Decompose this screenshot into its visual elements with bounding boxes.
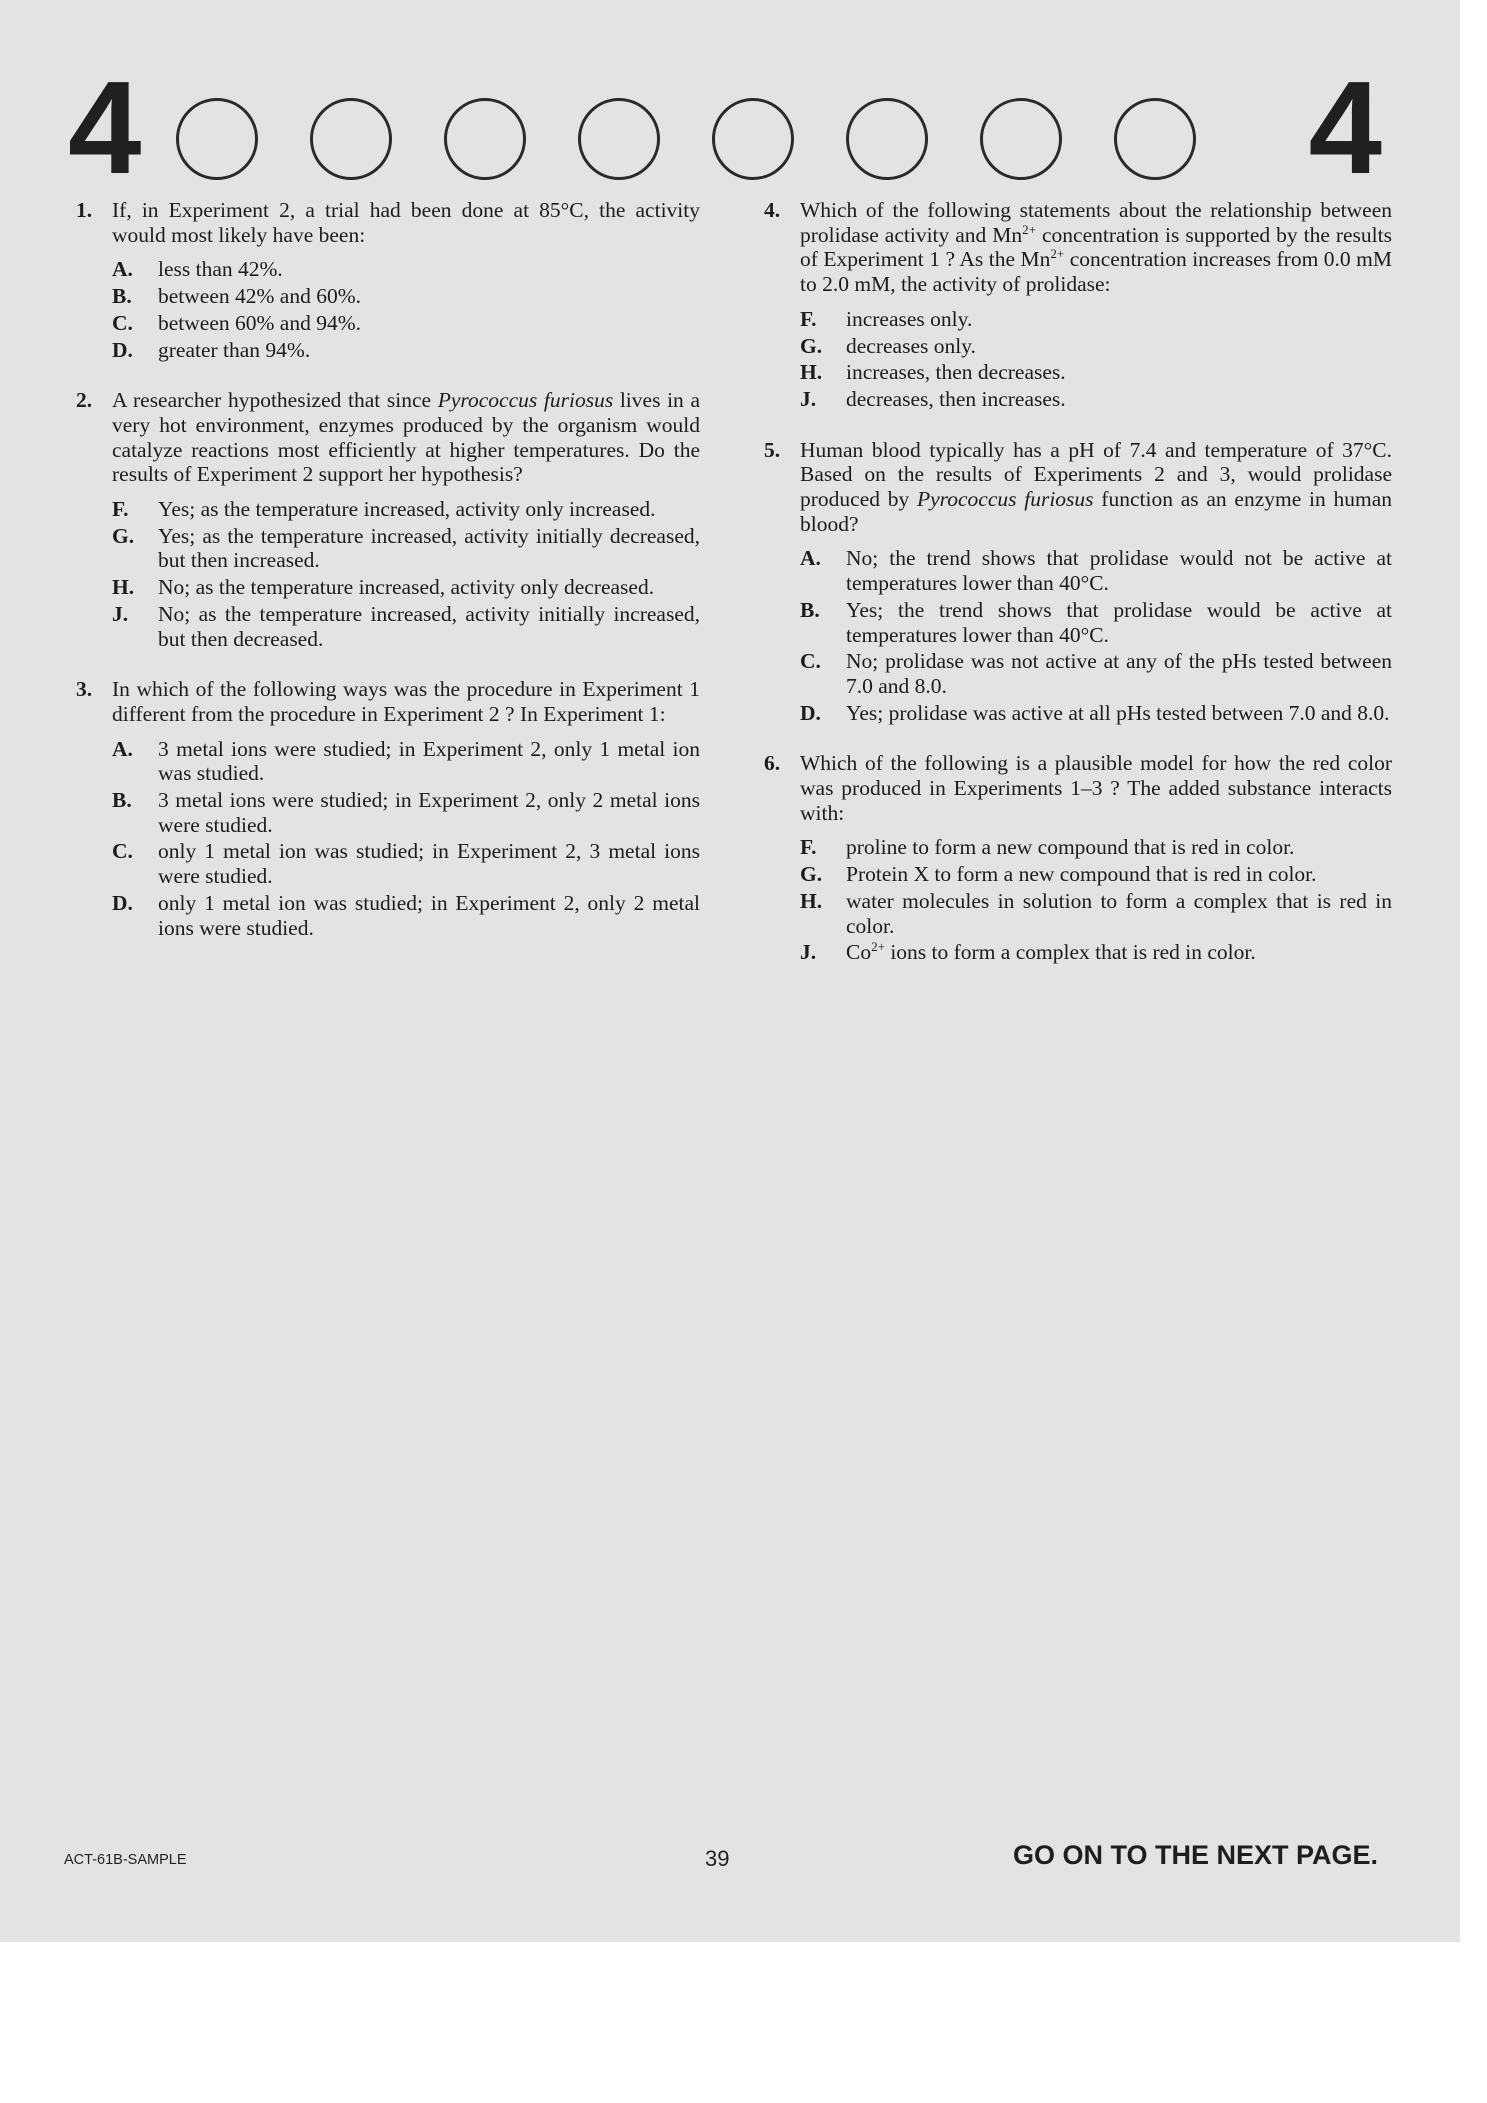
answer-options [112,257,700,362]
option-label: G. [800,333,823,358]
question [764,751,1392,965]
header-circle-icon [980,98,1062,180]
page-number: 39 [705,1846,730,1871]
answer-options [800,835,1392,965]
section-number-right: 4 [1308,54,1382,201]
answer-option [800,862,1392,887]
option-label: J. [800,940,817,965]
option-text: only 1 metal ion was studied; in Experiment 2, only 2 metal ions were studied. [158,890,700,940]
option-label: B. [800,597,820,622]
option-label: G. [800,862,823,887]
question-number: 5. [764,437,781,462]
option-text: Yes; as the temperature increased, activity initially decreased, but then increased. [158,523,700,573]
answer-options [800,546,1392,725]
option-text: No; the trend shows that prolidase would not be active at temperatures lower than 40°C. [846,546,1392,596]
answer-option [800,307,1392,332]
option-text: No; prolidase was not active at any of the pHs tested between 7.0 and 8.0. [846,649,1392,698]
option-text: Yes; the trend shows that prolidase would be active at temperatures lower than 40°C. [846,597,1392,647]
option-label: A. [112,257,133,282]
option-text: proline to form a new compound that is red in color. [846,835,1295,860]
answer-option [800,334,1392,359]
answer-option [112,575,700,600]
answer-option [112,737,700,786]
question-number: 1. [76,198,93,222]
question [76,198,700,362]
answer-option [800,701,1392,726]
answer-option [800,598,1392,647]
right-column [764,198,1392,991]
option-label: H. [800,888,823,913]
header-circle-icon [1114,98,1196,180]
option-text: $Co^{2+}$ ions to form a complex that is red in color. [846,939,1256,965]
header-circle-icon [712,98,794,180]
question-number: 6. [764,751,781,776]
option-text: increases, then decreases. [846,360,1066,385]
option-label: C. [112,839,133,864]
option-text: No; as the temperature increased, activity only decreased. [158,575,655,600]
header-circle-icon [444,98,526,180]
answer-option [112,788,700,837]
option-label: D. [112,337,133,362]
question-stem: If, in Experiment 2, a trial had been done at 85°C, the activity would most likely have been: [112,198,700,247]
answer-option [112,524,700,573]
option-text: decreases, then increases. [846,386,1066,411]
answer-options [112,737,700,941]
question [764,438,1392,726]
option-label: H. [800,360,823,385]
header-circle-icon [846,98,928,180]
option-label: D. [112,890,133,915]
question [76,677,700,940]
option-text: between 60% and 94%. [158,310,361,335]
answer-option [800,940,1392,965]
question [764,198,1392,412]
header-circle-icon [176,98,258,180]
answer-option [800,387,1392,412]
question-stem: A researcher hypothesized that since Pyrococcus furiosus lives in a very hot environment, enzymes produced by the organism would catalyze reactions most efficiently at higher temperatures. Do the results of Experiment 2 support her hypothesis? [112,388,700,487]
form-code: ACT-61B-SAMPLE [64,1852,187,1868]
answer-option [800,546,1392,595]
answer-option [112,602,700,651]
answer-option [112,257,700,282]
question-number: 4. [764,198,781,222]
option-label: C. [800,649,821,674]
option-label: A. [112,736,133,761]
option-label: C. [112,310,133,335]
option-label: A. [800,546,821,571]
answer-option [800,649,1392,698]
question-number: 3. [76,677,93,702]
option-text: Yes; prolidase was active at all pHs tested between 7.0 and 8.0. [846,700,1390,725]
option-label: J. [800,386,817,411]
option-text: decreases only. [846,333,976,358]
answer-option [112,338,700,363]
option-text: No; as the temperature increased, activity initially increased, but then decreased. [158,601,700,651]
option-label: G. [112,523,135,548]
question-stem: Which of the following is a plausible model for how the red color was produced in Experiments 1–3 ? The added substance interacts with: [800,751,1392,825]
option-label: J. [112,601,129,626]
answer-options [112,497,700,651]
option-text: greater than 94%. [158,337,311,362]
option-label: D. [800,700,821,725]
option-text: only 1 metal ion was studied; in Experiment 2, 3 metal ions were studied. [158,839,700,889]
question-number: 2. [76,388,93,413]
answer-option [112,891,700,940]
option-text: 3 metal ions were studied; in Experiment 2, only 2 metal ions were studied. [158,788,700,837]
section-number-left: 4 [68,54,142,201]
option-label: H. [112,575,135,600]
question-stem: Which of the following statements about the relationship between prolidase activity and $Mn^{2+}$ concentration is supported by the results of Experiment 1 ? As the $Mn^{2+}$ concentration increases from 0.0 mM to 2.0 mM, the activity of prolidase: [800,198,1393,297]
header-circle-icon [310,98,392,180]
answer-option [112,284,700,309]
option-text: 3 metal ions were studied; in Experiment 2, only 1 metal ion was studied. [158,736,700,786]
option-label: F. [800,306,817,331]
answer-option [112,839,700,888]
answer-option [800,889,1392,938]
section-header [64,54,1382,201]
option-text: water molecules in solution to form a complex that is red in color. [846,888,1392,938]
option-text: between 42% and 60%. [158,284,361,309]
next-page-notice: GO ON TO THE NEXT PAGE. [1012,1840,1378,1870]
answer-option [800,835,1392,860]
option-text: Yes; as the temperature increased, activity only increased. [158,497,656,522]
answer-options [800,307,1392,412]
answer-option [800,360,1392,385]
question-stem: In which of the following ways was the procedure in Experiment 1 different from the procedure in Experiment 2 ? In Experiment 1: [112,677,700,726]
option-label: F. [800,835,817,860]
question-stem: Human blood typically has a pH of 7.4 and temperature of 37°C. Based on the results of Experiments 2 and 3, would prolidase produced by Pyrococcus furiosus function as an enzyme in human blood? [800,437,1392,536]
option-text: increases only. [846,306,973,331]
answer-option [112,497,700,522]
answer-option [112,311,700,336]
option-text: less than 42%. [158,257,283,282]
option-label: B. [112,284,132,309]
option-label: B. [112,788,132,813]
left-column [76,198,700,966]
option-text: Protein X to form a new compound that is red in color. [846,862,1317,887]
question [76,388,700,651]
option-label: F. [112,497,129,522]
header-circle-icon [578,98,660,180]
